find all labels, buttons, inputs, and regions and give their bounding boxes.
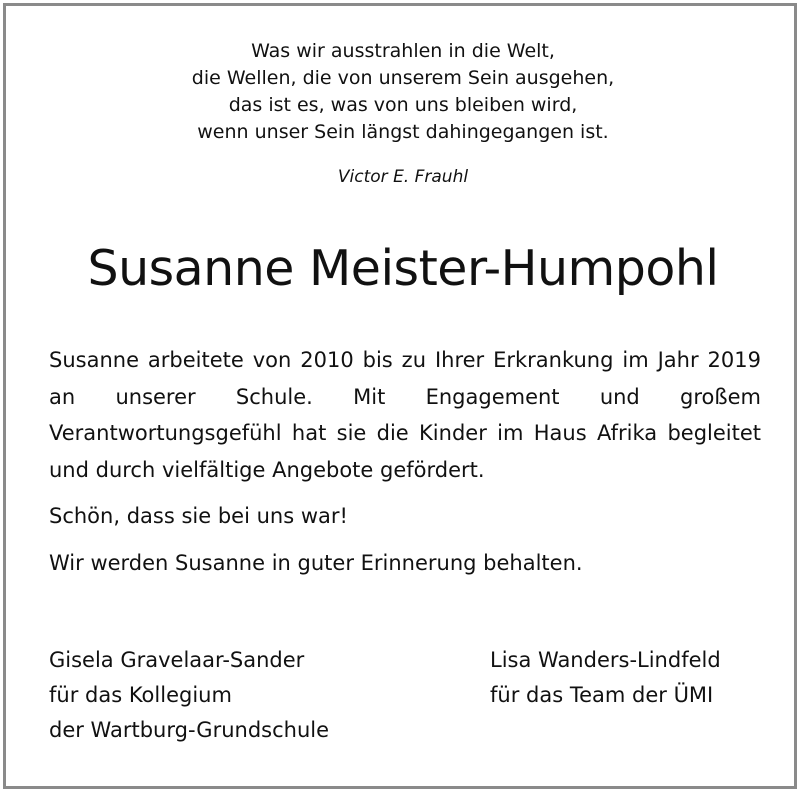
message-paragraph: Susanne arbeitete von 2010 bis zu Ihrer Erkrankung im Jahr 2019 an unserer Schule. Mit Engagement und großem Verantwortungsgefühl hat sie die Kinder im Haus Afrika begleitet und durch vielfältige Angebote gefördert.: [49, 348, 761, 482]
quote-author: Victor E. Frauhl: [337, 167, 469, 187]
quote-line: die Wellen, die von unserem Sein ausgehen,: [191, 67, 615, 89]
signature-role: für das Team der ÜMI: [490, 683, 714, 707]
message-body: [49, 342, 761, 581]
deceased-name: Susanne Meister-Humpohl: [87, 240, 719, 297]
message-paragraph: Schön, dass sie bei uns war!: [49, 504, 348, 528]
signature-organization: der Wartburg-Grundschule: [49, 718, 330, 742]
signature-right: [490, 643, 721, 713]
quote-poem: [6, 38, 800, 146]
signature-role: für das Kollegium: [49, 683, 232, 707]
quote-line: das ist es, was von uns bleiben wird,: [228, 94, 578, 116]
quote-line: Was wir ausstrahlen in die Welt,: [251, 40, 555, 62]
signature-name: Lisa Wanders-Lindfeld: [490, 648, 721, 672]
signature-name: Gisela Gravelaar-Sander: [49, 648, 305, 672]
quote-line: wenn unser Sein längst dahingegangen ist.: [197, 121, 609, 143]
signature-left: [49, 643, 329, 748]
message-paragraph: Wir werden Susanne in guter Erinnerung behalten.: [49, 550, 583, 575]
obituary-notice: [3, 3, 797, 789]
